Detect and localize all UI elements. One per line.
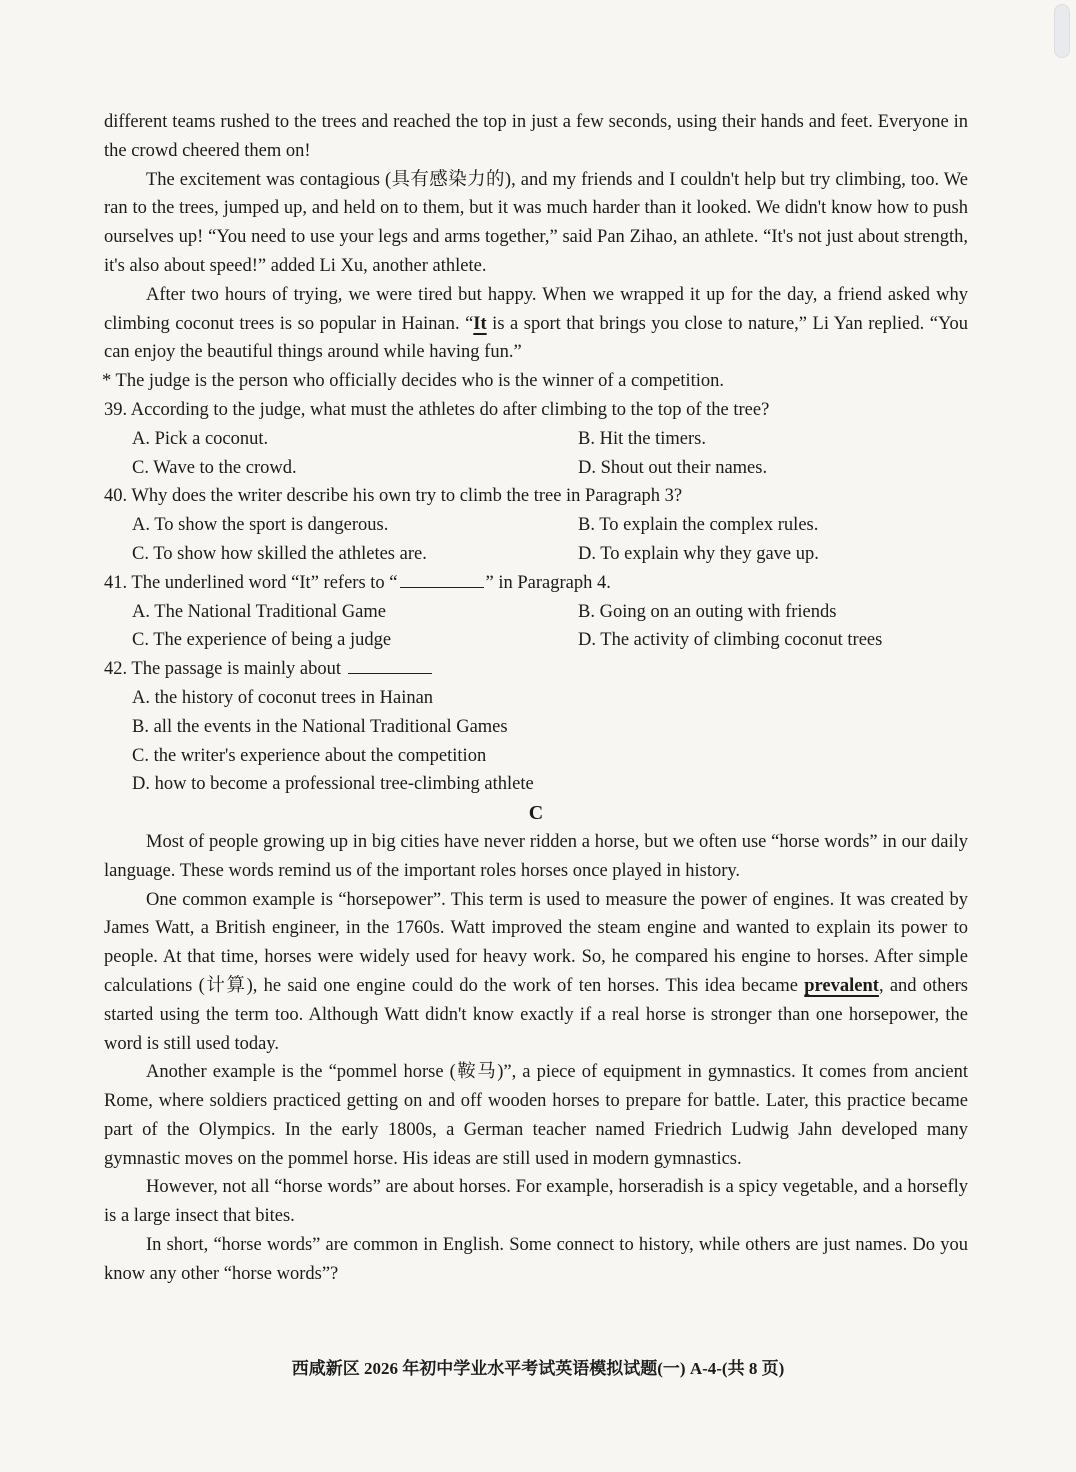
option-39-a: A. Pick a coconut. [132,428,269,449]
question-39-options [104,425,968,483]
passage-c-paragraph-2 [104,886,968,1059]
option-42-b: B. all the events in the National Traditional Games [132,716,508,737]
option-40-d: D. To explain why they gave up. [578,543,819,564]
option-39-c: C. Wave to the crowd. [132,457,297,478]
answer-blank-41 [400,569,484,588]
passage-c-paragraph-1: Most of people growing up in big cities have never ridden a horse, but we often use “horse words” in our daily language. These words remind us of the important roles horses once played in history. [104,831,968,881]
q42-stem-text: 42. The passage is mainly about [104,659,342,680]
option-41-c: C. The experience of being a judge [132,630,392,651]
passage-c-paragraph-3: Another example is the “pommel horse (鞍马)”, a piece of equipment in gymnastics. It comes from ancient Rome, where soldiers practiced getting on and off wooden horses to prepare for battle. Later, this practice became part of the Olympics. In the early 1800s, a German teacher named Friedrich Ludwig Jahn developed many gymnastic moves on the pommel horse. His ideas are still used in modern gymnastics. [104,1062,968,1169]
question-40-stem: 40. Why does the writer describe his own try to climb the tree in Paragraph 3? [104,486,683,507]
footnote-judge: * The judge is the person who officially decides who is the winner of a competition. [102,371,725,392]
option-40-a: A. To show the sport is dangerous. [132,515,389,536]
page-footer: 西咸新区 2026 年初中学业水平考试英语模拟试题(一) A-4-(共 8 页) [291,1359,785,1378]
option-39-b: B. Hit the timers. [578,428,706,449]
passage-b-paragraph-4 [104,281,968,367]
scrollbar[interactable] [1054,4,1070,58]
q41-stem-b: ” in Paragraph 4. [485,572,611,593]
question-42-options [104,684,968,799]
question-42-stem [104,655,968,684]
option-41-a: A. The National Traditional Game [132,601,386,622]
underlined-word-it: It [473,313,487,334]
passage-b-paragraph-3: The excitement was contagious (具有感染力的), and my friends and I couldn't help but try climbing, too. We ran to the trees, jumped up, and held on to them, but it was much harder than it looked. We didn't know how to push ourselves up! “You need to use your legs and arms together,” said Pan Zihao, an athlete. “It's not just about strength, it's also about speed!” added Li Xu, another athlete. [104,169,968,276]
option-42-d: D. how to become a professional tree-climbing athlete [132,774,534,795]
underlined-word-prevalent: prevalent [804,975,879,996]
q41-stem-a: 41. The underlined word “It” refers to “ [104,572,398,593]
p2-text-a: One common example is “horsepower”. This term is used to measure the power of engines. It was created by James Watt, a British engineer, in the 1760s. Watt improved the steam engine and wanted to explain its power to people. At that time, horses were widely used for heavy work. So, he compared his engine to horses. After simple calculations (计算), he said one engine could do the work of ten horses. This idea became [104,889,968,996]
p4-text-b: is a sport that brings you close to nature,” Li Yan replied. “You can enjoy the beautiful things around while having fun.” [104,313,968,363]
question-41-stem [104,569,968,598]
page-content [104,108,968,1289]
option-40-c: C. To show how skilled the athletes are. [132,543,427,564]
section-heading-c: C [528,802,544,825]
question-39-stem: 39. According to the judge, what must the athletes do after climbing to the top of the tree? [104,399,770,420]
passage-c-paragraph-5: In short, “horse words” are common in English. Some connect to history, while others are just names. Do you know any other “horse words”? [104,1235,968,1284]
passage-b-paragraph-2-tail: different teams rushed to the trees and reached the top in just a few seconds, using their hands and feet. Everyone in the crowd cheered them on! [104,112,968,161]
question-40-options [104,511,968,569]
passage-c-paragraph-4: However, not all “horse words” are about horses. For example, horseradish is a spicy vegetable, and a horsefly is a large insect that bites. [104,1177,968,1227]
option-39-d: D. Shout out their names. [578,457,768,478]
question-41-options [104,598,968,656]
option-41-b: B. Going on an outing with friends [578,601,837,622]
answer-blank-42 [348,655,432,674]
option-40-b: B. To explain the complex rules. [578,515,819,536]
p4-text-a: After two hours of trying, we were tired but happy. When we wrapped it up for the day, a friend asked why climbing coconut trees is so popular in Hainan. “ [104,284,968,334]
option-42-c: C. the writer's experience about the competition [132,745,487,766]
option-41-d: D. The activity of climbing coconut trees [578,630,883,651]
option-42-a: A. the history of coconut trees in Hainan [132,687,434,708]
p2-text-b: , and others started using the term too. Although Watt didn't know exactly if a real horse is stronger than one horsepower, the word is still used today. [104,975,968,1054]
